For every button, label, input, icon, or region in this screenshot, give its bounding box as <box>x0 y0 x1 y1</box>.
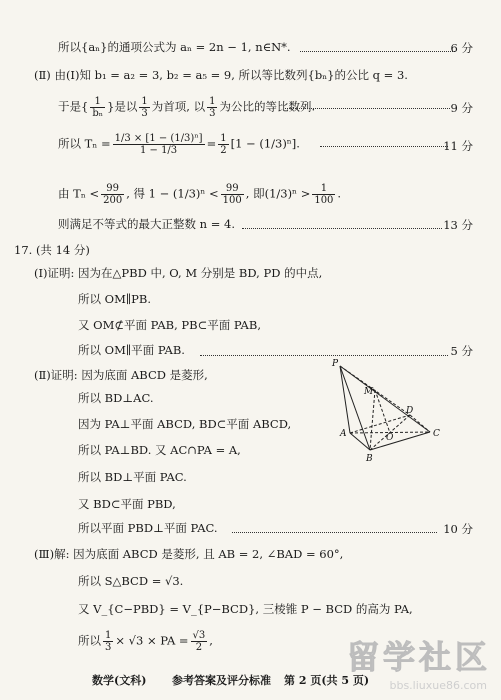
vertex-label-b: B <box>366 454 373 464</box>
watermark-logo: 留学社区 <box>346 638 491 676</box>
fraction: $\frac{1}{3}$ <box>105 630 112 653</box>
fraction: $\frac{1}{3}$ <box>141 96 148 119</box>
text-line: 所以 Tₙ = $\frac{\text{1/3 × [1 − (1/3)ⁿ]}}{1 - 1/3}$ = $\frac{1}{2}$ [1 − (1/3)ⁿ]. <box>58 133 300 156</box>
text-line: (Ⅱ)证明: 因为底面 ABCD 是菱形, <box>34 368 208 382</box>
text-line: 所以 BD⊥AC. <box>78 391 154 405</box>
score-label: 5 分 <box>450 344 473 358</box>
text-line: (Ⅰ)证明: 因为在△PBD 中, O, M 分别是 BD, PD 的中点, <box>34 266 323 280</box>
fraction: $\frac{1}{\text{bₙ}}$ <box>92 96 104 119</box>
text-line: 所以 $\frac{1}{3}$ × √3 × PA = $\frac{√3}{2}$ , <box>78 630 213 653</box>
score-label: 11 分 <box>443 139 473 153</box>
dot-leader <box>232 532 437 533</box>
text-line: 所以{aₙ}的通项公式为 aₙ = 2n − 1, n∈N*. <box>58 40 291 54</box>
fraction: $\frac{99}{200}$ <box>103 183 123 206</box>
text-line: (Ⅲ)解: 因为底面 ABCD 是菱形, 且 AB = 2, ∠BAD = 60°, <box>34 547 344 561</box>
text-line: 所以 OM∥平面 PAB. <box>78 343 185 357</box>
watermark-url: bbs.liuxue86.com <box>389 679 487 692</box>
score-label: 9 分 <box>450 101 473 115</box>
dot-leader <box>242 228 442 229</box>
score-label: 6 分 <box>450 41 473 55</box>
vertex-label-c: C <box>433 429 440 439</box>
vertex-label-o: O <box>386 433 394 443</box>
text-line: 于是{ $\frac{1}{\text{bₙ}}$ }是以 $\frac{1}{3}$ 为首项, 以 $\frac{1}{3}$ 为公比的等比数列. <box>58 96 316 119</box>
dot-leader <box>300 51 455 52</box>
text-line: 所以 PA⊥BD. 又 AC∩PA = A, <box>78 443 241 457</box>
text-line: 由 Tₙ < $\frac{99}{200}$ , 得 1 − (1/3)ⁿ < $\frac{99}{100}$ , 即(1/3)ⁿ > $\frac{1}{100}$ . <box>58 183 342 206</box>
score-label: 13 分 <box>443 218 473 232</box>
dot-leader <box>285 108 450 109</box>
dot-leader <box>200 355 448 356</box>
text-line: 所以 BD⊥平面 PAC. <box>78 470 187 484</box>
vertex-label-d: D <box>406 406 414 416</box>
text-line: 则满足不等式的最大正整数 n = 4. <box>58 217 235 231</box>
fraction: $\frac{√3}{2}$ <box>192 630 206 653</box>
text-line: 又 BD⊂平面 PBD, <box>78 497 176 511</box>
text-line: 又 V_{C−PBD} = V_{P−BCD}, 三棱锥 P − BCD 的高为 PA, <box>78 602 413 616</box>
text-line: 所以 OM∥PB. <box>78 292 152 306</box>
footer-page: 第 2 页(共 5 页) <box>284 674 370 687</box>
score-label: 10 分 <box>443 522 473 536</box>
fraction: $\frac{1}{3}$ <box>209 96 216 119</box>
text-line: 所以 S△BCD = √3. <box>78 574 184 588</box>
fraction: $\frac{1}{2}$ <box>220 133 227 156</box>
vertex-label-a: A <box>340 429 347 439</box>
dot-leader <box>320 146 448 147</box>
fraction: $\frac{99}{100}$ <box>222 183 242 206</box>
footer-subject: 数学(文科) <box>92 674 147 687</box>
text-line: (Ⅱ) 由(Ⅰ)知 b₁ = a₂ = 3, b₂ = a₅ = 9, 所以等比数列{bₙ}的公比 q = 3. <box>34 68 408 82</box>
text-line: 所以平面 PBD⊥平面 PAC. <box>78 521 218 535</box>
pyramid-figure <box>322 358 452 468</box>
fraction: $\frac{\text{1/3 × [1 − (1/3)ⁿ]}}{1 - 1/3}$ <box>114 133 203 156</box>
text-line: 又 OM⊄平面 PAB, PB⊂平面 PAB, <box>78 318 261 332</box>
footer-title: 参考答案及评分标准 <box>172 674 271 687</box>
vertex-label-m: M <box>364 387 374 397</box>
fraction: $\frac{1}{100}$ <box>314 183 334 206</box>
problem-heading: 17. (共 14 分) <box>14 243 90 257</box>
vertex-label-p: P <box>332 359 339 369</box>
text-line: 因为 PA⊥平面 ABCD, BD⊂平面 ABCD, <box>78 417 292 431</box>
